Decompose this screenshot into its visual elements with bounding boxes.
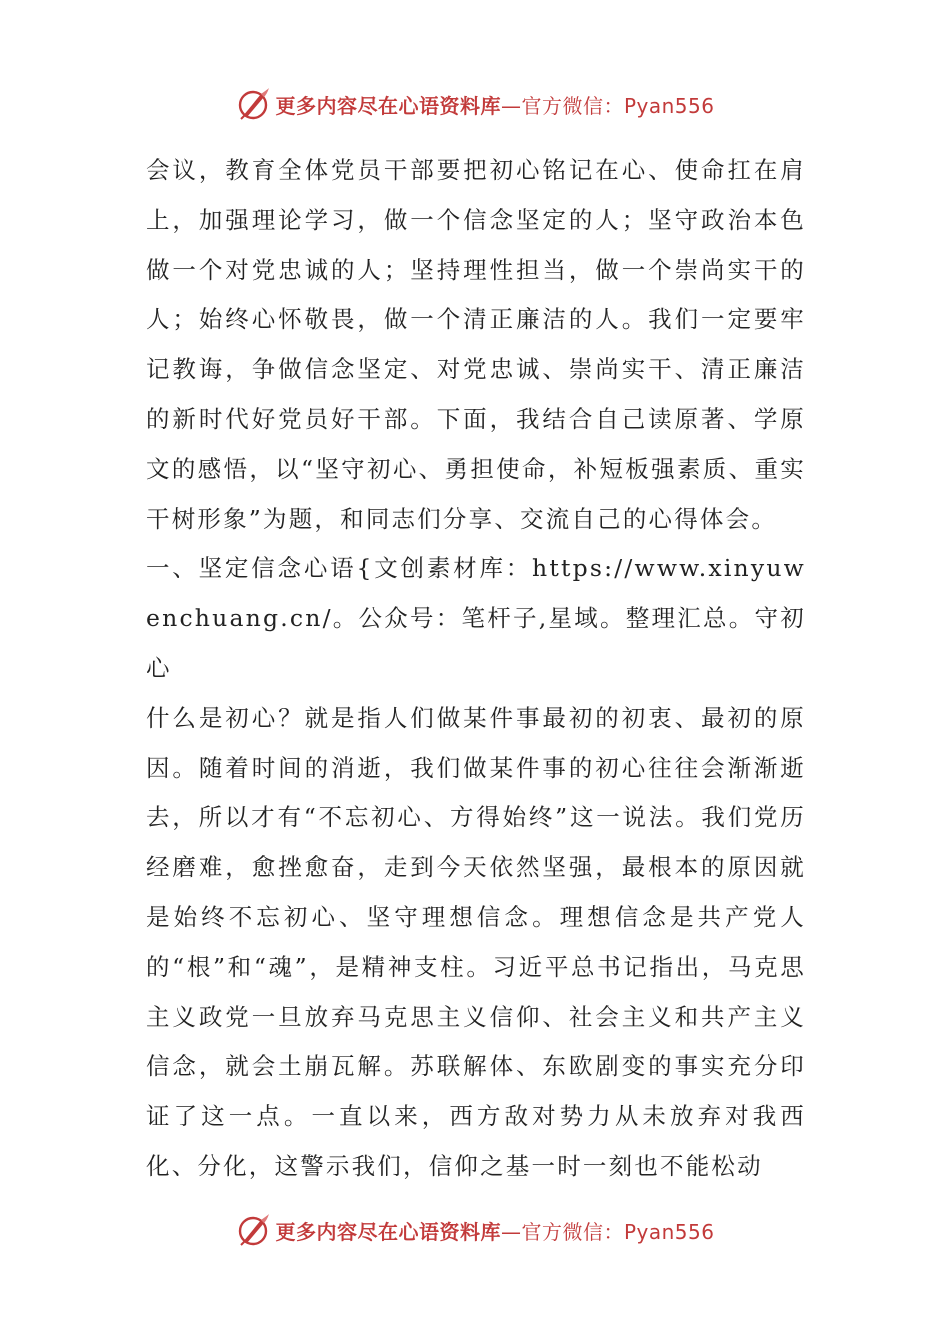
footer-contact-text: 官方微信：Pyan556 — [521, 1219, 715, 1244]
footer-banner-text — [275, 1216, 714, 1245]
paragraph-intro: 会议，教育全体党员干部要把初心铭记在心、使命扛在肩上，加强理论学习，做一个信念坚定的人；坚守政治本色做一个对党忠诚的人；坚持理性担当，做一个崇尚实干的人；始终心怀敬畏，做一个清正廉洁的人。我们一定要牢记教诲，争做信念坚定、对党忠诚、崇尚实干、清正廉洁的新时代好党员好干部。下面，我结合自己读原著、学原文的感悟，以“坚守初心、勇担使命，补短板强素质、重实干树形象”为题，和同志们分享、交流自己的心得体会。 — [146, 156, 806, 533]
header-banner — [0, 84, 950, 124]
header-banner-text — [275, 90, 714, 119]
footer-banner — [0, 1210, 950, 1250]
header-contact-text: 官方微信：Pyan556 — [521, 93, 715, 118]
header-dash: — — [500, 93, 522, 118]
paragraph-body: 什么是初心？就是指人们做某件事最初的初衷、最初的原因。随着时间的消逝，我们做某件事的初心往往会渐渐逝去，所以才有“不忘初心、方得始终”这一说法。我们党历经磨难，愈挫愈奋，走到今天依然坚强，最根本的原因就是始终不忘初心、坚守理想信念。理想信念是共产党人的“根”和“魂”，是精神支柱。习近平总书记指出，马克思主义政党一旦放弃马克思主义信仰、社会主义和共产主义信念，就会土崩瓦解。苏联解体、东欧剧变的事实充分印证了这一点。一直以来，西方敌对势力从未放弃对我西化、分化，这警示我们，信仰之基一时一刻也不能松动 — [146, 703, 806, 1180]
quill-logo-icon — [235, 1212, 271, 1248]
footer-dash: — — [500, 1219, 522, 1244]
document-body — [146, 146, 806, 1192]
header-brand-text: 更多内容尽在心语资料库 — [275, 93, 501, 118]
paragraph-section-heading: 一、坚定信念心语{文创素材库：https://www.xinyuwenchuang.cn/。公众号：笔杆子,星域。整理汇总。守初心 — [146, 554, 806, 682]
quill-logo-icon — [235, 86, 271, 122]
footer-brand-text: 更多内容尽在心语资料库 — [275, 1219, 501, 1244]
